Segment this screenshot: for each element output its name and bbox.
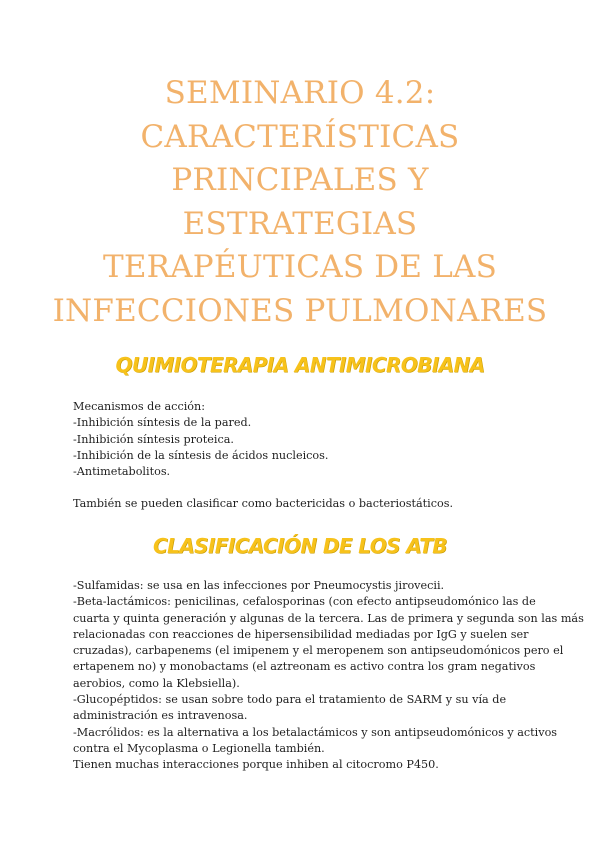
text-line: También se pueden clasificar como bactericidas o bacteriostáticos. <box>73 497 454 510</box>
title-line: SEMINARIO 4.2: <box>164 75 436 111</box>
text-line: contra el Mycoplasma o Legionella también. <box>73 741 325 755</box>
title-line: INFECCIONES PULMONARES <box>52 292 548 329</box>
section-heading-quimioterapia: QUIMIOTERAPIA ANTIMICROBIANA <box>115 353 485 377</box>
text-line: -Sulfamidas: se usa en las infecciones por Pneumocystis jirovecii. <box>73 579 445 592</box>
text-line: -Glucopéptidos: se usan sobre todo para el tratamiento de SARM y su vía de <box>73 693 507 707</box>
text-line: Tienen muchas interacciones porque inhiben al citocromo P450. <box>73 758 439 772</box>
text-line: cruzadas), carbapenems (el imipenem y el meropenem son antipseudomónicos pero el <box>73 644 564 658</box>
text-line: cuarta y quinta generación y algunas de la tercera. Las de primera y segunda son las más <box>73 611 584 625</box>
text-line: aerobios, como la Klebsiella). <box>73 676 240 690</box>
text-line: ertapenem no) y monobactams (el aztreonam es activo contra los gram negativos <box>73 660 536 674</box>
text-line: -Inhibición síntesis de la pared. <box>73 416 252 430</box>
text-line: relacionadas con reacciones de hipersensibilidad mediadas por IgG y suelen ser <box>73 627 529 641</box>
text-line: -Beta-lactámicos: penicilinas, cefalosporinas (con efecto antipseudomónico las de <box>73 595 536 609</box>
section-heading-clasificacion: CLASIFICACIÓN DE LOS ATB <box>153 534 447 558</box>
title-line: ESTRATEGIAS <box>182 205 418 242</box>
text-line: -Inhibición síntesis proteica. <box>73 432 234 446</box>
atb-classification-paragraph <box>73 578 584 774</box>
title-line: TERAPÉUTICAS DE LAS <box>102 249 498 285</box>
classification-note <box>73 496 543 512</box>
text-line: Mecanismos de acción: <box>73 400 206 413</box>
text-line: -Antimetabolitos. <box>73 465 171 479</box>
title-line: CARACTERÍSTICAS <box>140 118 460 155</box>
text-line: -Macrólidos: es la alternativa a los betalactámicos y son antipseudomónicos y activos <box>73 725 558 739</box>
page-title <box>40 72 560 333</box>
text-line: administración es intravenosa. <box>73 709 248 723</box>
mechanisms-paragraph <box>73 399 543 480</box>
title-line: PRINCIPALES Y <box>171 162 429 198</box>
text-line: -Inhibición de la síntesis de ácidos nucleicos. <box>73 448 329 462</box>
